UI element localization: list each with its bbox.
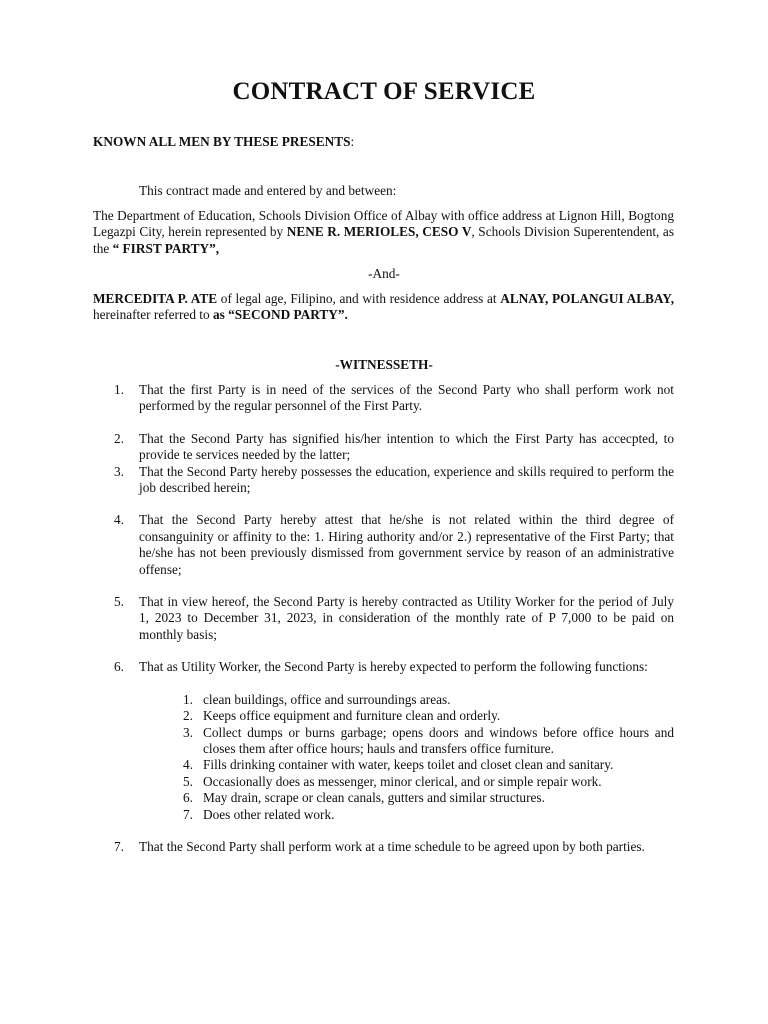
clause-number: 6.	[114, 659, 124, 675]
clause-text: That the Second Party hereby possesses the education, experience and skills required to perform the job described herein;	[139, 463, 674, 496]
functions-list	[139, 692, 674, 823]
function-number: 5.	[183, 773, 193, 789]
clause-text: That the first Party is in need of the services of the Second Party who shall perform work not performed by the regular personnel of the First Party.	[139, 382, 674, 414]
function-number: 3.	[183, 724, 193, 740]
intro-line: This contract made and entered by and between:	[139, 183, 397, 198]
second-party-name: MERCEDITA P. ATE	[93, 291, 218, 306]
clause-text: That the Second Party has signified his/her intention to which the First Party has accecpted, to provide te services needed by the latter;	[139, 430, 674, 463]
function-item	[139, 692, 674, 708]
second-party-address: ALNAY, POLANGUI ALBAY,	[500, 291, 675, 306]
function-text: Does other related work.	[203, 806, 335, 822]
clause-number: 7.	[114, 838, 124, 854]
known-all-men-bold: KNOWN ALL MEN BY THESE PRESENTS	[93, 134, 351, 149]
function-text: Occasionally does as messenger, minor clerical, and or simple repair work.	[203, 773, 602, 789]
function-number: 7.	[183, 806, 193, 822]
function-item	[139, 774, 674, 790]
first-party-label: “ FIRST PARTY”,	[112, 240, 220, 256]
clause-item	[93, 431, 674, 464]
second-party-label: as “SECOND PARTY”.	[212, 307, 348, 323]
document-title: CONTRACT OF SERVICE	[232, 78, 536, 105]
function-item	[139, 725, 674, 758]
function-number: 6.	[183, 790, 193, 806]
function-number: 4.	[183, 757, 193, 773]
clause-text: That the Second Party hereby attest that he/she is not related within the third degree of consanguinity or affinity to the: 1. Hiring authority and/or 2.) representative of the First Party; that he/she has not been previously dismissed from government service by reason of an administrative offense;	[139, 512, 674, 577]
clause-item	[93, 594, 674, 643]
clause-item	[93, 839, 674, 855]
function-item	[139, 807, 674, 823]
function-text: Keeps office equipment and furniture clean and orderly.	[203, 708, 501, 724]
function-number: 1.	[183, 691, 193, 707]
function-number: 2.	[183, 708, 193, 724]
clause-text: That in view hereof, the Second Party is hereby contracted as Utility Worker for the period of July 1, 2023 to December 31, 2023, in consideration of the monthly rate of P 7,000 to be paid on monthly basis;	[139, 594, 674, 642]
first-party-text-2: , Schools Division Superentendent, as the	[93, 224, 674, 256]
and-separator: -And-	[368, 266, 400, 281]
function-item	[139, 790, 674, 806]
clause-item	[93, 464, 674, 497]
function-text: clean buildings, office and surroundings areas.	[203, 691, 451, 707]
second-party-text-2: hereinafter referred to	[93, 307, 213, 323]
known-all-men-heading	[93, 134, 354, 150]
clause-number: 4.	[114, 512, 124, 528]
clause-item	[93, 382, 674, 415]
function-text: Fills drinking container with water, keeps toilet and closet clean and sanitary.	[203, 757, 614, 773]
first-party-representative: NENE R. MERIOLES, CESO V	[286, 224, 472, 240]
function-item	[139, 708, 674, 724]
second-party-text-1: of legal age, Filipino, and with residence address at	[217, 291, 501, 306]
function-text: Collect dumps or burns garbage; opens doors and windows before office hours and closes them after office hours; hauls and transfers office furniture.	[203, 724, 674, 756]
clause-item	[93, 659, 674, 823]
clause-item	[93, 512, 674, 578]
first-party-text-1: The Department of Education, Schools Division Office of Albay with office address at Lignon Hill, Bogtong Legazpi City, herein represented by	[93, 208, 674, 240]
clause-number: 3.	[114, 463, 124, 479]
clauses-list	[93, 382, 674, 855]
clause-text: That as Utility Worker, the Second Party is hereby expected to perform the following functions:	[139, 659, 648, 675]
function-item	[139, 757, 674, 773]
function-text: May drain, scrape or clean canals, gutters and similar structures.	[203, 790, 545, 806]
first-party-paragraph	[93, 208, 674, 257]
clause-text: That the Second Party shall perform work at a time schedule to be agreed upon by both parties.	[139, 838, 645, 854]
clause-number: 1.	[114, 382, 124, 397]
clause-number: 2.	[114, 430, 124, 446]
witnesseth-heading: -WITNESSETH-	[335, 357, 433, 372]
clause-number: 5.	[114, 594, 124, 610]
second-party-paragraph	[93, 291, 674, 324]
known-all-men-colon: :	[350, 134, 355, 149]
